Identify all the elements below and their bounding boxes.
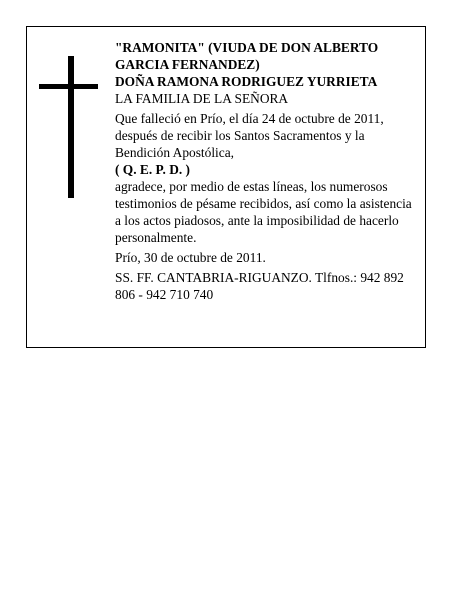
notice-place-date: Prío, 30 de octubre de 2011.: [115, 250, 266, 265]
notice-text: [115, 39, 420, 303]
notice-family-line: LA FAMILIA DE LA SEÑORA: [115, 91, 289, 106]
notice-death-paragraph: Que falleció en Prío, el día 24 de octubre de 2011, después de recibir los Santos Sacramentos y la Bendición Apostólica,: [115, 111, 384, 160]
cross-vertical-bar: [68, 56, 74, 198]
notice-heading-name: DOÑA RAMONA RODRIGUEZ YURRIETA: [115, 74, 378, 89]
obituary-notice: [26, 26, 426, 348]
cross-horizontal-bar: [39, 84, 98, 89]
notice-qepd: ( Q. E. P. D. ): [115, 162, 191, 177]
notice-heading-nickname: "RAMONITA" (VIUDA DE DON ALBERTO GARCIA FERNANDEZ): [115, 40, 379, 72]
notice-funeral-home: SS. FF. CANTABRIA-RIGUANZO. Tlfnos.: 942 892 806 - 942 710 740: [115, 270, 404, 302]
notice-thanks-paragraph: agradece, por medio de estas líneas, los numerosos testimonios de pésame recibidos, así como la asistencia a los actos piadosos, ante la imposibilidad de hacerlo personalmente.: [115, 179, 412, 245]
